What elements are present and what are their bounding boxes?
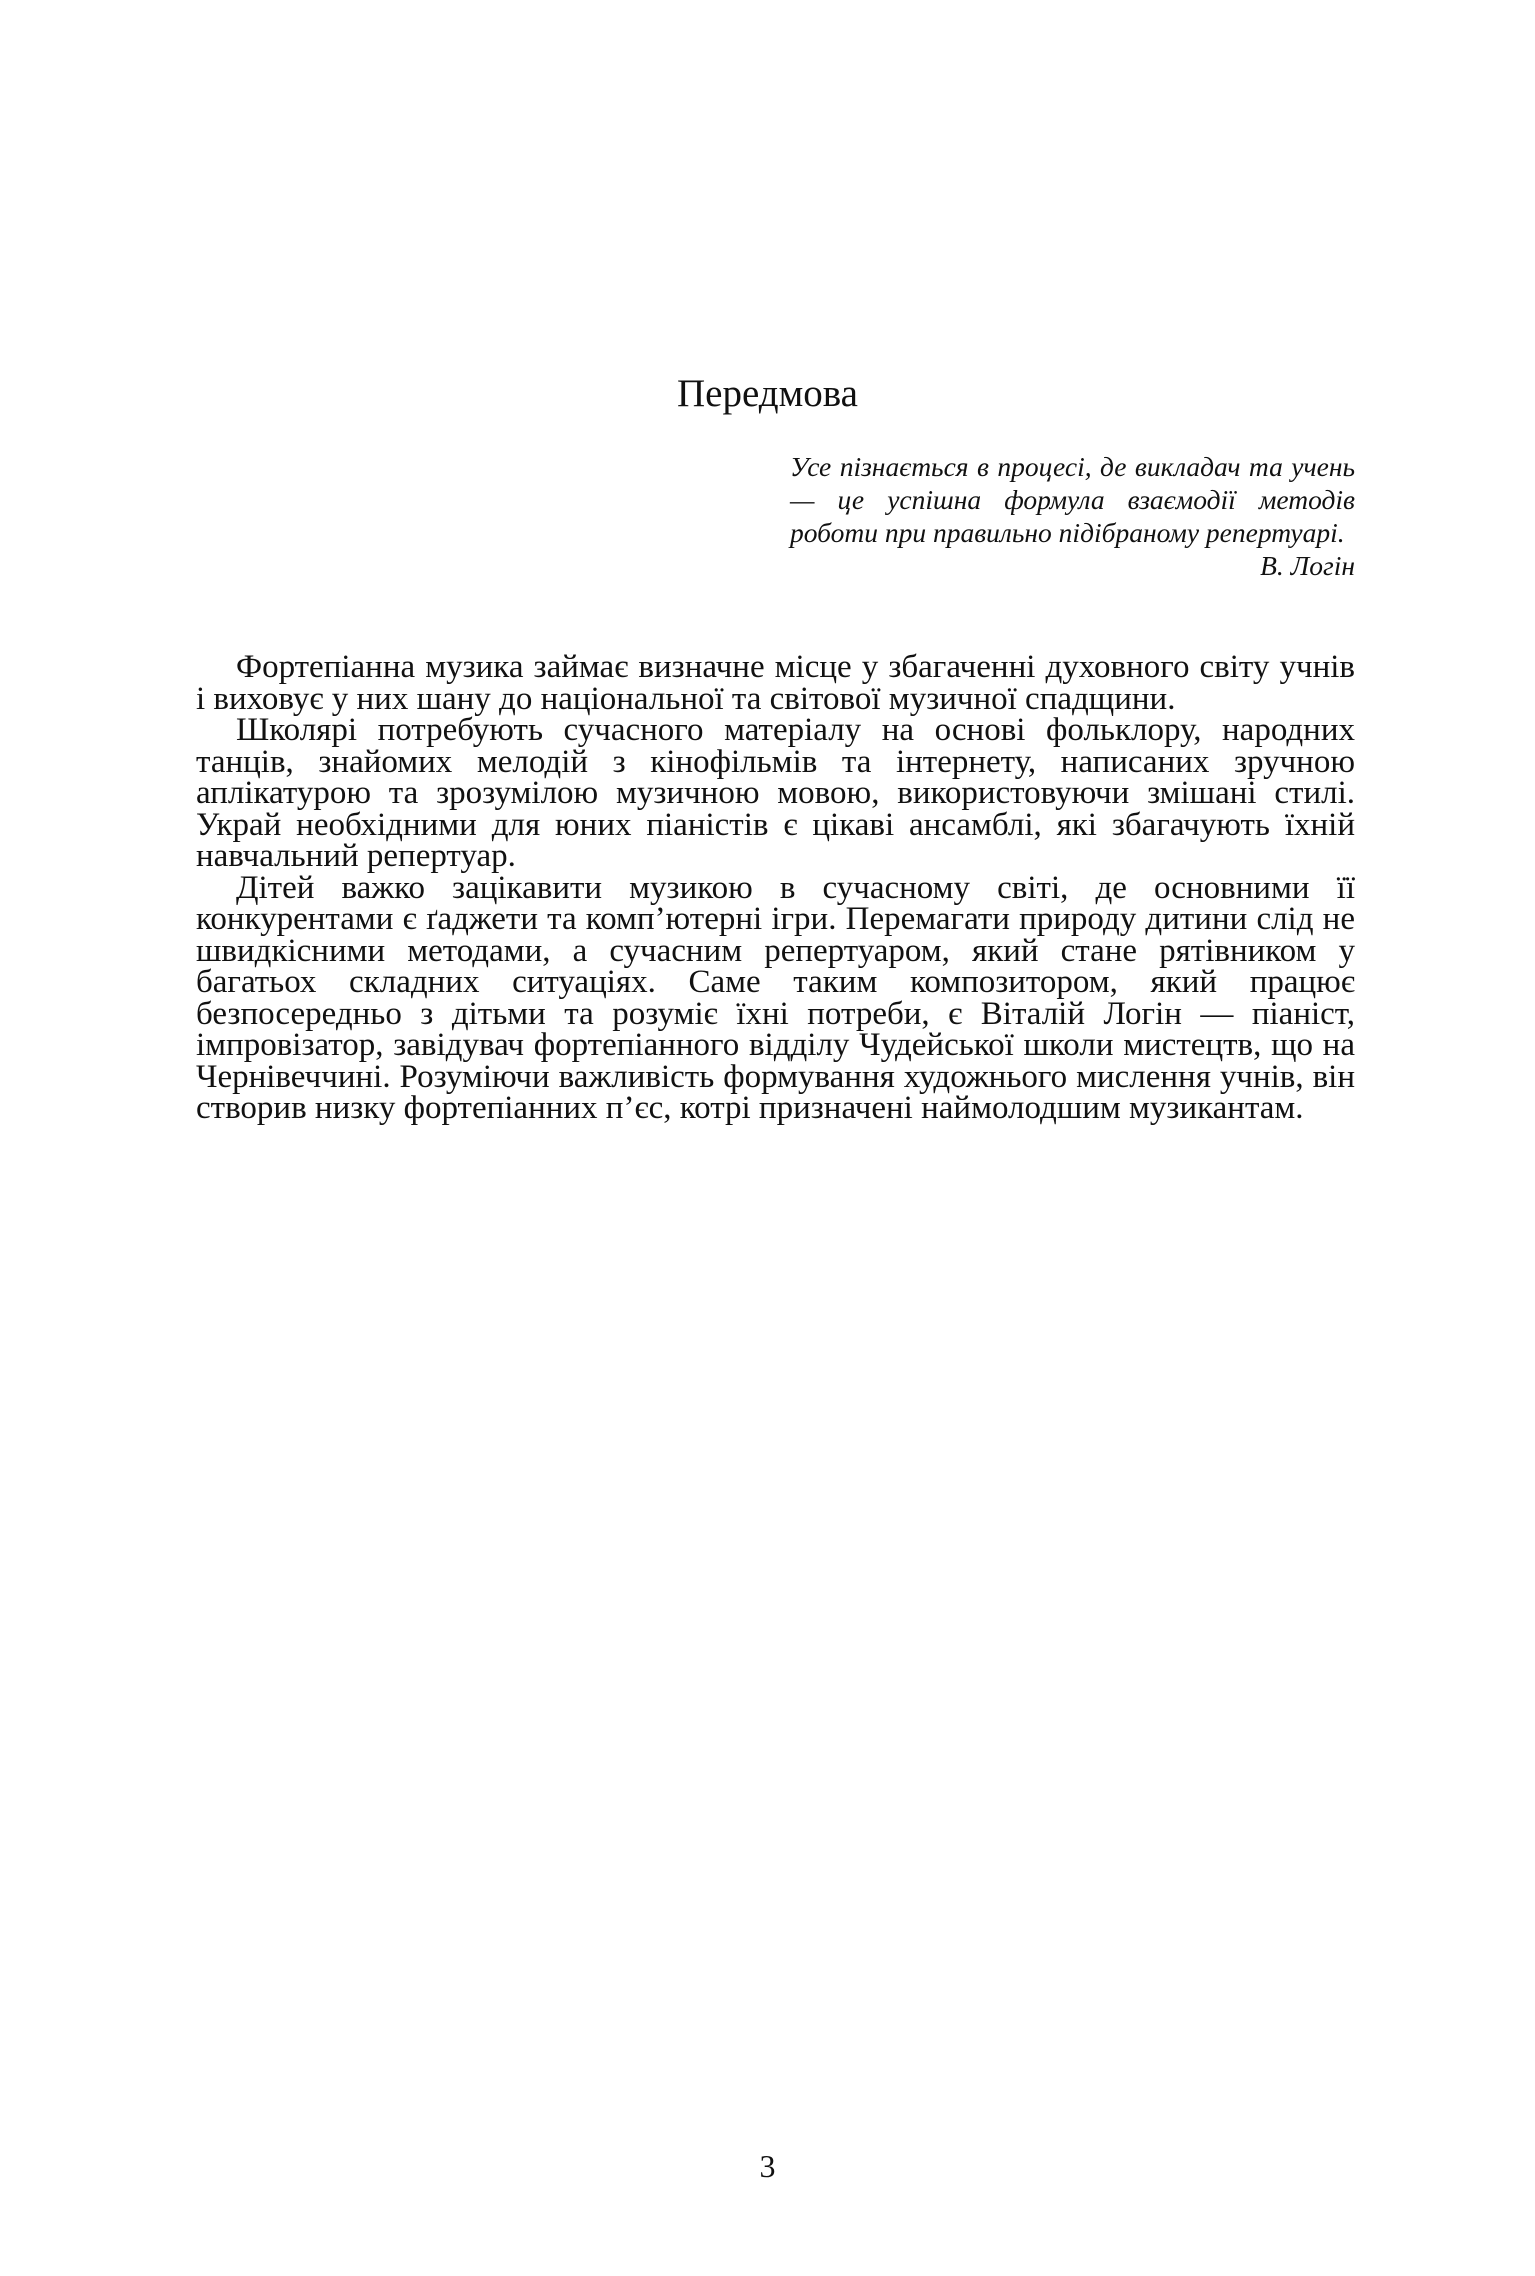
paragraph: Дітей важко зацікавити музикою в сучасному світі, де основними її конкурентами є ґаджети та комп’ютерні ігри. Перемагати природу дитини слід не швидкісними методами, а сучасним репертуаром, який стане рятівником у багатьох складних ситуаціях. Саме таким композитором, який працює безпосередньо з дітьми та розуміє їхні потреби, є Віталій Логін — піаніст, імпровізатор, завідувач фортепіанного відділу Чудейської школи мистецтв, що на Чернівеччині. Розуміючи важливість формування художнього мислення учнів, він створив низку фортепіанних п’єс, котрі призначені наймолодшим музикантам. xyxy=(196,869,1355,1126)
epigraph-author: В. Логін xyxy=(1260,550,1355,581)
epigraph xyxy=(790,450,1355,582)
paragraph: Фортепіанна музика займає визначне місце у збагаченні духовного світу учнів і виховує у них шану до національної та світової музичної спадщини. xyxy=(196,649,1355,717)
page-title: Передмова xyxy=(676,372,858,415)
paragraph: Школярі потребують сучасного матеріалу на основі фольклору, народних танців, знайомих мелодій з кінофільмів та інтернету, написаних зручною аплікатурою та зрозумілою музичною мовою, використовуючи змішані стилі. Украй необхідними для юних піаністів є цікаві ансамблі, які збагачують їхній навчальний репертуар. xyxy=(196,712,1355,874)
epigraph-text: Усе пізнається в процесі, де викладач та учень — це успішна формула взаємодії методів роботи при правильно підібраному репертуарі. xyxy=(790,451,1355,548)
page-number: 3 xyxy=(759,2148,776,2184)
body-text xyxy=(196,649,1355,1126)
